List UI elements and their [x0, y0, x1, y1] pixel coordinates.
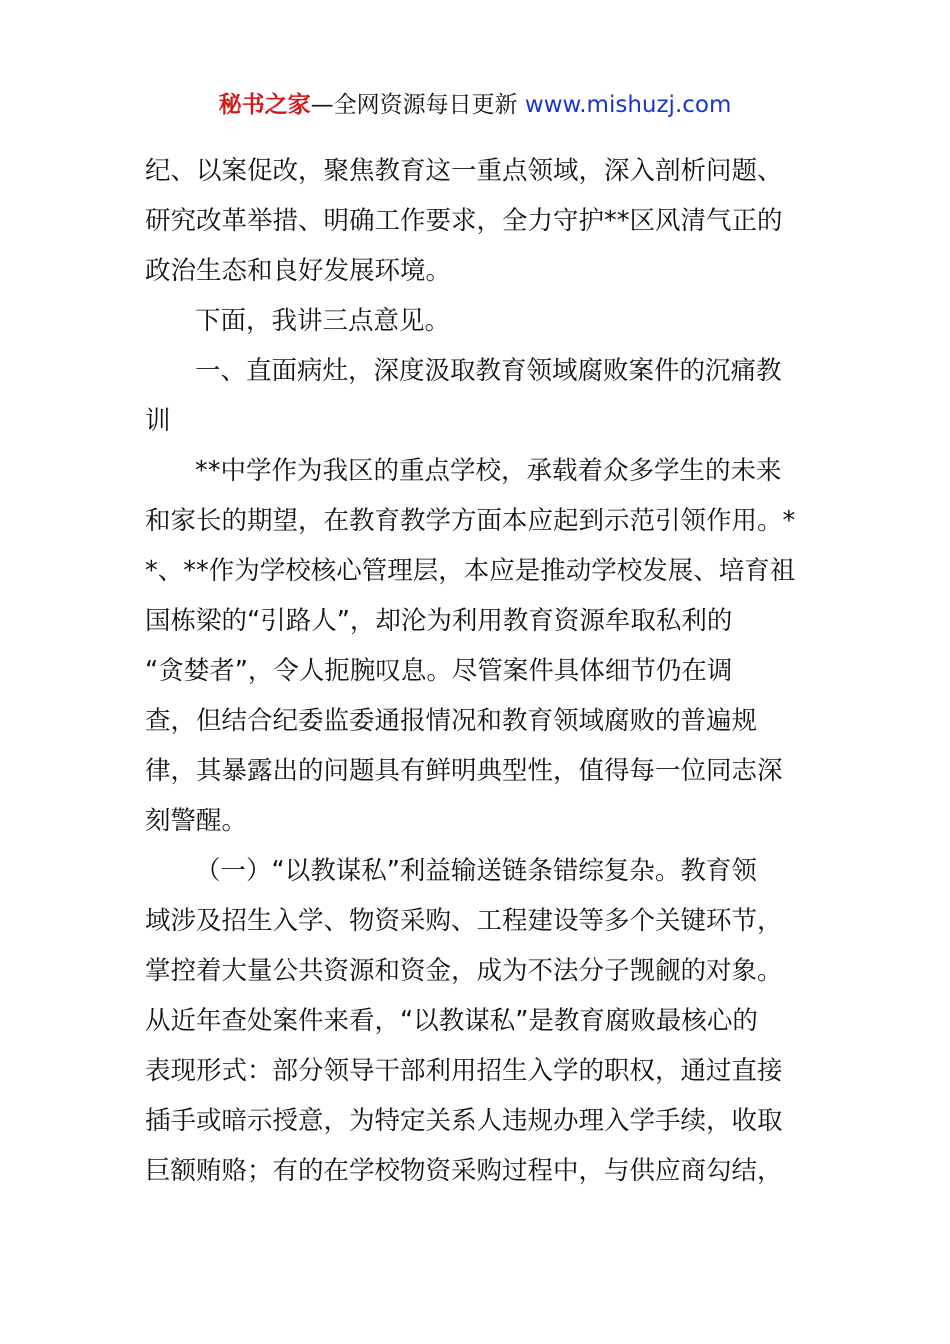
text-line: 巨额贿赂；有的在学校物资采购过程中，与供应商勾结，	[145, 1156, 783, 1186]
text-line: 政治生态和良好发展环境。	[145, 256, 452, 286]
site-header	[0, 88, 950, 122]
text-line: **中学作为我区的重点学校，承载着众多学生的未来	[195, 456, 782, 486]
text-line: 研究改革举措、明确工作要求，全力守护**区风清气正的	[145, 206, 783, 236]
text-line: “贪婪者”，令人扼腕叹息。尽管案件具体细节仍在调	[145, 656, 733, 686]
text-line: 训	[145, 406, 171, 436]
text-line: 国栋梁的“引路人”，却沦为利用教育资源牟取私利的	[145, 606, 733, 636]
text-line: 律，其暴露出的问题具有鲜明典型性，值得每一位同志深	[145, 756, 783, 786]
text-line: 一、直面病灶，深度汲取教育领域腐败案件的沉痛教	[195, 356, 782, 386]
text-line: 和家长的期望，在教育教学方面本应起到示范引领作用。*	[145, 506, 796, 536]
site-tagline: —全网资源每日更新	[310, 92, 518, 118]
site-url-link[interactable]: www.mishuzj.com	[524, 92, 732, 118]
site-brand: 秘书之家	[218, 92, 311, 118]
text-line: 表现形式：部分领导干部利用招生入学的职权，通过直接	[145, 1056, 783, 1086]
text-line: 从近年查处案件来看，“以教谋私”是教育腐败最核心的	[145, 1006, 758, 1036]
text-line: （一）“以教谋私”利益输送链条错综复杂。教育领	[195, 856, 757, 886]
text-line: 查，但结合纪委监委通报情况和教育领域腐败的普遍规	[145, 706, 758, 736]
text-line: 插手或暗示授意，为特定关系人违规办理入学手续，收取	[145, 1106, 783, 1136]
document-body	[145, 146, 815, 1196]
text-line: 下面，我讲三点意见。	[195, 306, 451, 336]
text-line: 刻警醒。	[145, 806, 248, 836]
text-line: 纪、以案促改，聚焦教育这一重点领域，深入剖析问题、	[145, 156, 783, 186]
text-line: 域涉及招生入学、物资采购、工程建设等多个关键环节，	[145, 906, 783, 936]
text-line: 掌控着大量公共资源和资金，成为不法分子觊觎的对象。	[145, 956, 783, 986]
text-line: *、**作为学校核心管理层，本应是推动学校发展、培育祖	[145, 556, 796, 586]
